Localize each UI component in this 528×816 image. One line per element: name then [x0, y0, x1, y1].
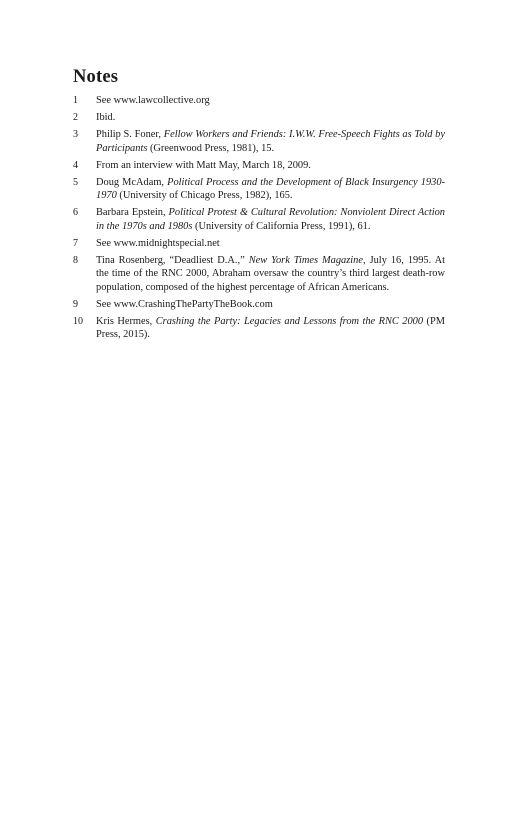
note-number: 4	[73, 159, 78, 171]
note-text: (University of Chicago Press, 1982), 165.	[116, 190, 293, 201]
note-number: 7	[73, 237, 78, 249]
note-text: See www.lawcollective.org	[96, 95, 210, 106]
note-text: (Greenwood Press, 1981), 15.	[147, 142, 275, 154]
note-item	[73, 94, 445, 108]
note-number: 1	[73, 95, 78, 106]
note-number: 3	[73, 129, 78, 140]
notes-page	[73, 66, 445, 345]
note-text: , July 16, 1995. At the time of the RNC 2000, Abraham oversaw the country’s third largest death-row population, composed of the highest percentage of African Americans.	[96, 254, 445, 293]
note-item	[73, 128, 445, 155]
note-text: Kris Hermes,	[96, 315, 156, 327]
note-item	[73, 237, 445, 251]
note-item	[73, 206, 445, 233]
page-title: Notes	[73, 67, 119, 87]
note-title: Political Protest & Cultural Revolution: Nonviolent Direct Action in the 1970s and 1980s	[96, 207, 445, 232]
note-item	[73, 111, 445, 125]
note-text: See www.midnightspecial.net	[96, 237, 220, 249]
note-text: See www.CrashingThePartyTheBook.com	[96, 298, 273, 310]
note-text: From an interview with Matt May, March 18, 2009.	[96, 159, 311, 171]
note-title: Fellow Workers and Friends: I.W.W. Free-Speech Fights as Told by Participants	[96, 129, 445, 154]
note-item	[73, 159, 445, 173]
note-text: Ibid.	[96, 112, 116, 123]
note-text: Tina Rosenberg, “Deadliest D.A.,”	[96, 254, 249, 266]
note-title: New York Times Magazine	[248, 254, 363, 266]
note-item	[73, 176, 445, 203]
note-text: Doug McAdam,	[96, 176, 168, 188]
note-title: Crashing the Party: Legacies and Lessons from the RNC 2000	[155, 315, 424, 327]
note-number: 8	[73, 254, 78, 266]
note-number: 5	[73, 176, 78, 188]
note-title: Political Process and the Development of Black Insurgency 1930-1970	[96, 176, 445, 201]
notes-list	[73, 94, 445, 342]
note-item	[73, 298, 445, 312]
note-text: Barbara Epstein,	[96, 207, 169, 218]
note-text: Philip S. Foner,	[96, 129, 164, 140]
note-item	[73, 315, 445, 342]
note-number: 10	[73, 315, 83, 327]
note-number: 6	[73, 207, 78, 218]
note-number: 2	[73, 112, 78, 123]
note-number: 9	[73, 298, 78, 310]
note-text: (University of California Press, 1991), 61.	[192, 220, 371, 232]
note-text: (PM Press, 2015).	[96, 315, 445, 340]
note-item	[73, 254, 445, 295]
